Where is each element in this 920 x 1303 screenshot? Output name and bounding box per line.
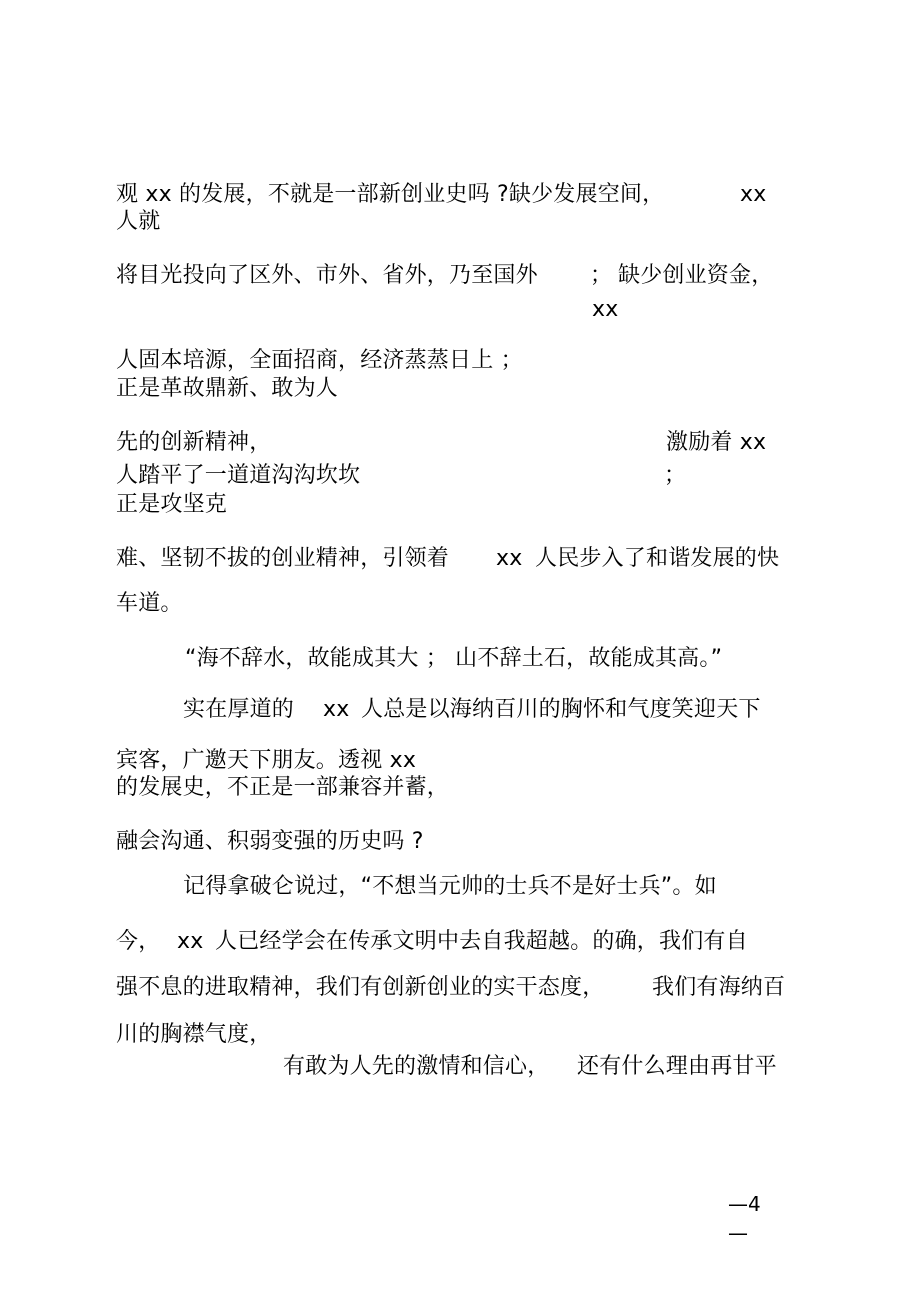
text-line: 强不息的进取精神，我们有创新创业的实干态度，: [116, 975, 605, 1000]
text-line: ；: [590, 263, 613, 288]
text-line: 人总是以海纳百川的胸怀和气度笑迎天下: [361, 697, 761, 722]
text-line: 缺少创业资金，: [618, 263, 774, 288]
text-line: 人踏平了一道道沟沟坎坎: [116, 463, 361, 488]
text-line: ；: [664, 463, 687, 488]
text-line: 正是革故鼎新、敢为人: [116, 376, 339, 401]
text-line: 人固本培源，全面招商，经济蒸蒸日上 ；: [116, 348, 523, 373]
page-number-dash: —: [728, 1221, 748, 1245]
text-line: xx: [592, 297, 619, 322]
text-line: 人民步入了和谐发展的快: [535, 546, 780, 571]
text-line: xx: [496, 546, 523, 571]
text-line: 今，: [116, 929, 161, 954]
text-line: 川的胸襟气度，: [116, 1022, 272, 1047]
text-line: “海不辞水，故能成其大 ； 山不辞土石，故能成其高。”: [185, 646, 723, 671]
text-line: 观 xx 的发展，不就是一部新创业史吗 ?缺少发展空间，: [116, 182, 665, 207]
text-line: xx: [323, 697, 350, 722]
text-line: 记得拿破仑说过，“不想当元帅的士兵不是好士兵”。如: [183, 874, 717, 899]
text-line: 人已经学会在传承文明中去自我超越。的确，我们有自: [215, 929, 748, 954]
text-line: 我们有海纳百: [652, 975, 786, 1000]
text-line: 还有什么理由再甘平: [577, 1054, 777, 1079]
text-line: xx: [740, 182, 767, 207]
page-number: —4: [728, 1192, 761, 1216]
text-line: 的发展史，不正是一部兼容并蓄，: [116, 775, 450, 800]
text-line: 难、坚韧不拔的创业精神，引领着: [116, 546, 450, 571]
text-line: 激励着 xx: [666, 430, 767, 455]
text-line: 实在厚道的: [183, 697, 295, 722]
text-line: 融会沟通、积弱变强的历史吗 ?: [116, 829, 424, 854]
text-line: 宾客，广邀天下朋友。透视 xx: [116, 748, 417, 773]
text-line: 将目光投向了区外、市外、省外，乃至国外: [116, 263, 538, 288]
text-line: 先的创新精神，: [116, 430, 272, 455]
text-line: 人就: [116, 209, 161, 234]
text-line: 车道。: [116, 591, 183, 616]
text-line: 有敢为人先的激情和信心，: [283, 1054, 550, 1079]
text-line: xx: [177, 929, 204, 954]
text-line: 正是攻坚克: [116, 492, 228, 517]
